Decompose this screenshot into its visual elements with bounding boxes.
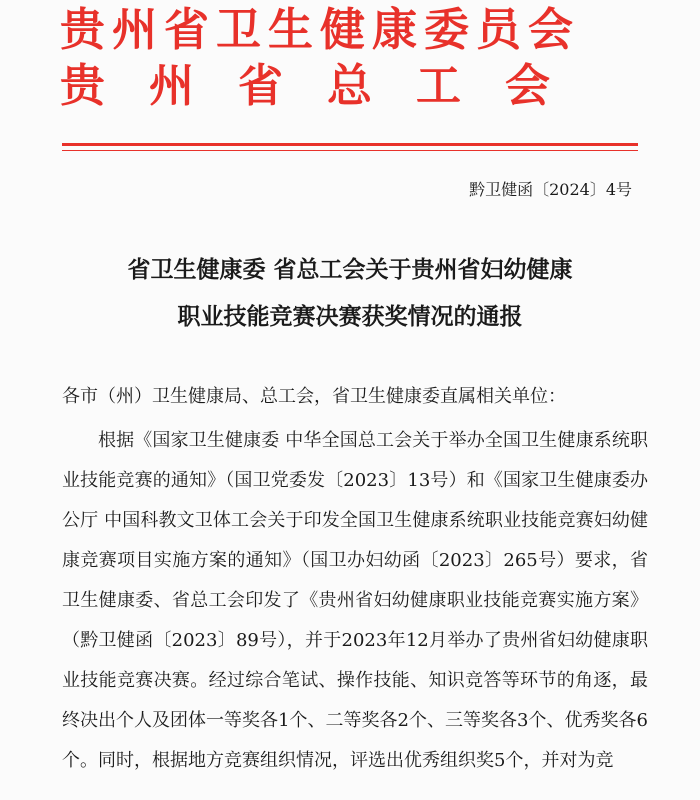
salutation: 各市（州）卫生健康局、总工会，省卫生健康委直属相关单位：: [62, 386, 566, 407]
letterhead-line-2: 贵州省总工会: [60, 59, 595, 112]
letterhead-rule-thin: [62, 150, 638, 151]
body-paragraph: 根据《国家卫生健康委 中华全国总工会关于举办全国卫生健康系统职业技能竞赛的通知》（国卫党委发〔2023〕13号）和《国家卫生健康委办公厅 中国科教文卫体工会关于印发全国卫生健康系统职业技能竞赛妇幼健康竞赛项目实施方案的通知》（国卫办妇幼函〔2023〕265号）要求，省卫生健康委、省总工会印发了《贵州省妇幼健康职业技能竞赛实施方案》（黔卫健函〔2023〕89号），并于2023年12月举办了贵州省妇幼健康职业技能竞赛决赛。经过综合笔试、操作技能、知识竞答等环节的角逐，最终决出个人及团体一等奖各1个、二等奖各2个、三等奖各3个、优秀奖各6个。同时，根据地方竞赛组织情况，评选出优秀组织奖5个，并对为竞: [62, 430, 648, 771]
document-title-line-2: 职业技能竞赛决赛获奖情况的通报: [177, 304, 523, 330]
letterhead-line-1: 贵州省卫生健康委员会: [60, 3, 581, 56]
document-title-line-1: 省卫生健康委 省总工会关于贵州省妇幼健康: [127, 257, 573, 283]
document-number: 黔卫健函〔2024〕4号: [469, 180, 632, 199]
letterhead-rule-thick: [62, 143, 638, 146]
